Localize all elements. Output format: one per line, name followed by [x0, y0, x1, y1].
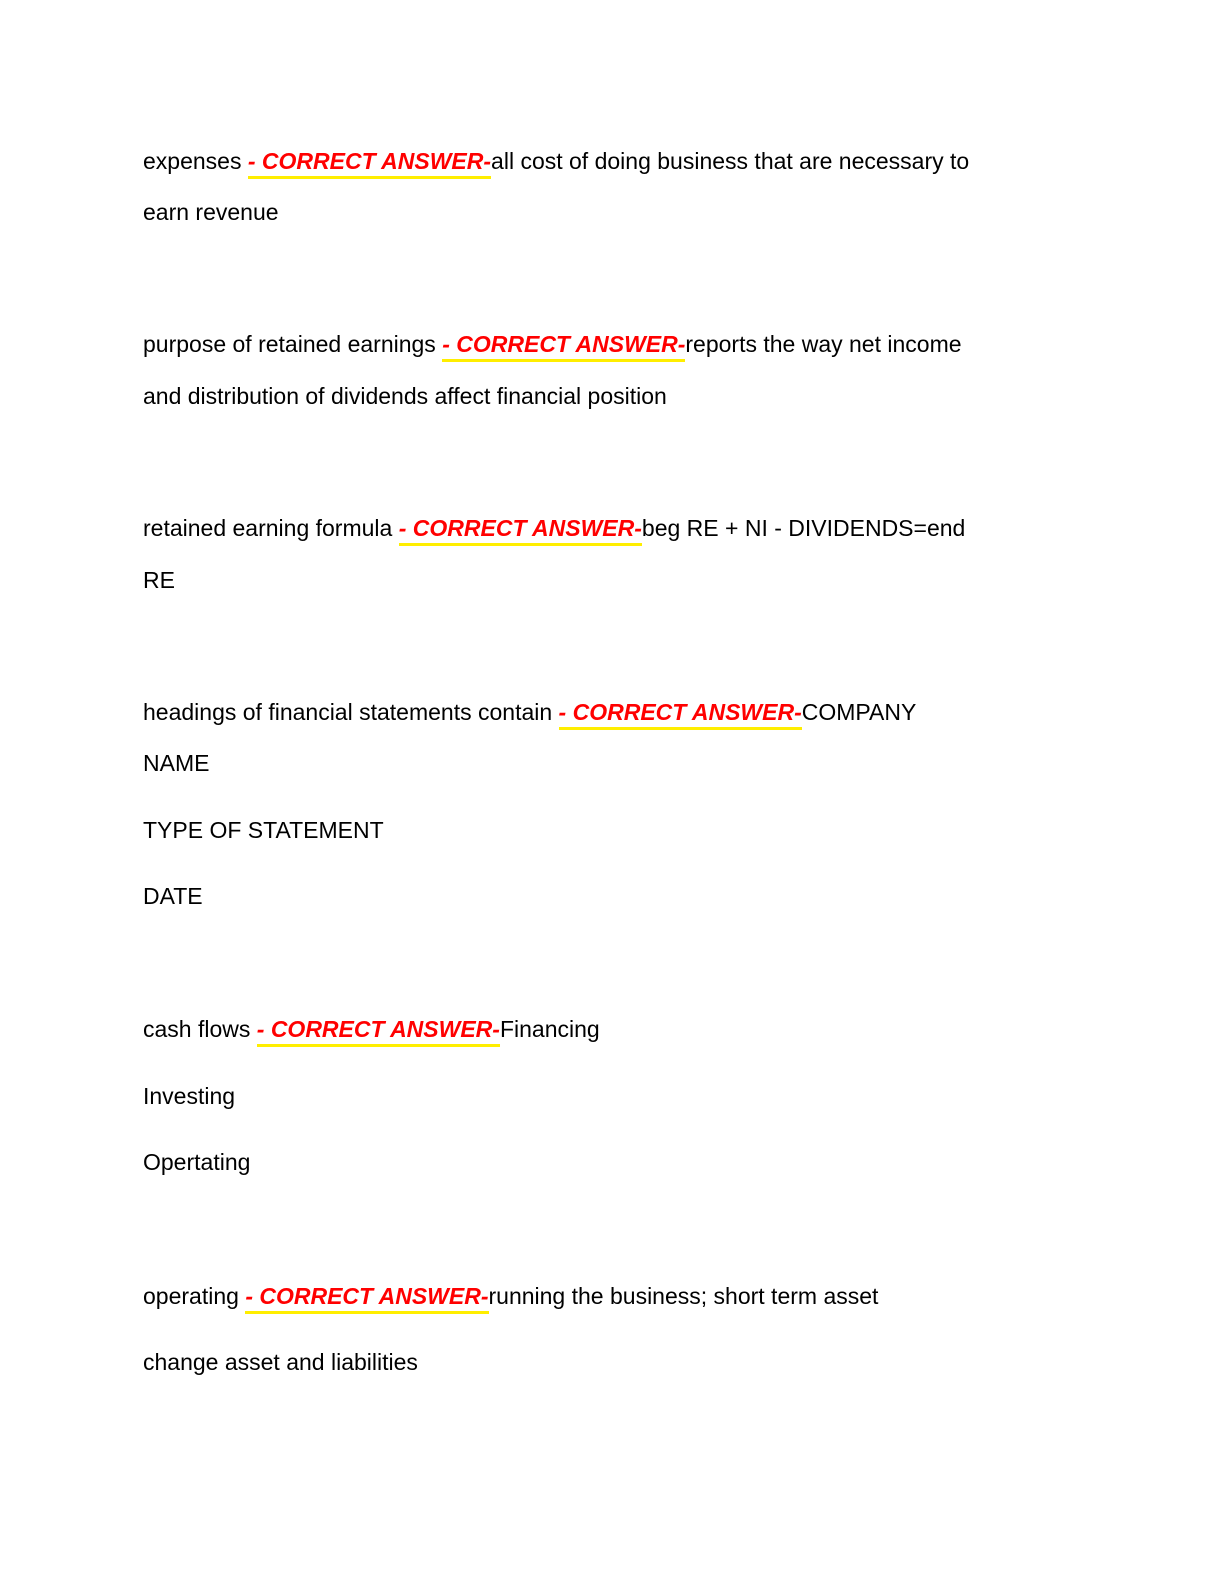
- entry-answer: RE: [143, 567, 175, 593]
- entry-retained-earning-formula-line-1: [143, 513, 965, 543]
- entry-answer: COMPANY: [801, 699, 917, 725]
- entry-operating-line-2: [143, 1347, 418, 1377]
- entry-answer: change asset and liabilities: [143, 1349, 418, 1375]
- entry-answer: Investing: [143, 1083, 236, 1109]
- entry-cash-flows-line-3: [143, 1147, 250, 1177]
- correct-answer-tag: - CORRECT ANSWER-: [248, 148, 491, 179]
- entry-headings-line-1: [143, 697, 916, 727]
- entry-term: headings of financial statements contain: [143, 699, 559, 725]
- correct-answer-tag: - CORRECT ANSWER-: [559, 699, 802, 730]
- entry-retained-earnings-purpose-line-2: [143, 381, 667, 411]
- entry-answer: DATE: [143, 883, 203, 909]
- entry-answer: running the business; short term asset: [488, 1283, 879, 1309]
- entry-cash-flows-line-2: [143, 1081, 235, 1111]
- entry-answer: beg RE + NI - DIVIDENDS=end: [641, 515, 966, 541]
- entry-term: expenses: [143, 148, 248, 174]
- entry-retained-earning-formula-line-2: [143, 565, 175, 595]
- entry-answer: reports the way net income: [685, 331, 962, 357]
- entry-headings-line-4: [143, 881, 203, 911]
- entry-answer: Financing: [499, 1016, 600, 1042]
- entry-answer: earn revenue: [143, 199, 279, 225]
- entry-operating-line-1: [143, 1281, 878, 1311]
- entry-answer: all cost of doing business that are necessary to: [491, 148, 970, 174]
- entry-term: operating: [143, 1283, 246, 1309]
- correct-answer-tag: - CORRECT ANSWER-: [442, 331, 685, 362]
- entry-retained-earnings-purpose-line-1: [143, 329, 962, 359]
- entry-headings-line-3: [143, 815, 384, 845]
- entry-answer: NAME: [143, 750, 210, 776]
- correct-answer-tag: - CORRECT ANSWER-: [245, 1283, 488, 1314]
- entry-term: retained earning formula: [143, 515, 399, 541]
- correct-answer-tag: - CORRECT ANSWER-: [399, 515, 642, 546]
- entry-answer: and distribution of dividends affect financial position: [143, 383, 667, 409]
- entry-answer: Opertating: [143, 1149, 251, 1175]
- entry-expenses-line-1: [143, 146, 969, 176]
- entry-term: purpose of retained earnings: [143, 331, 443, 357]
- correct-answer-tag: - CORRECT ANSWER-: [257, 1016, 500, 1047]
- entry-term: cash flows: [143, 1016, 257, 1042]
- entry-cash-flows-line-1: [143, 1014, 600, 1044]
- entry-expenses-line-2: [143, 197, 279, 227]
- entry-headings-line-2: [143, 748, 209, 778]
- entry-answer: TYPE OF STATEMENT: [143, 817, 384, 843]
